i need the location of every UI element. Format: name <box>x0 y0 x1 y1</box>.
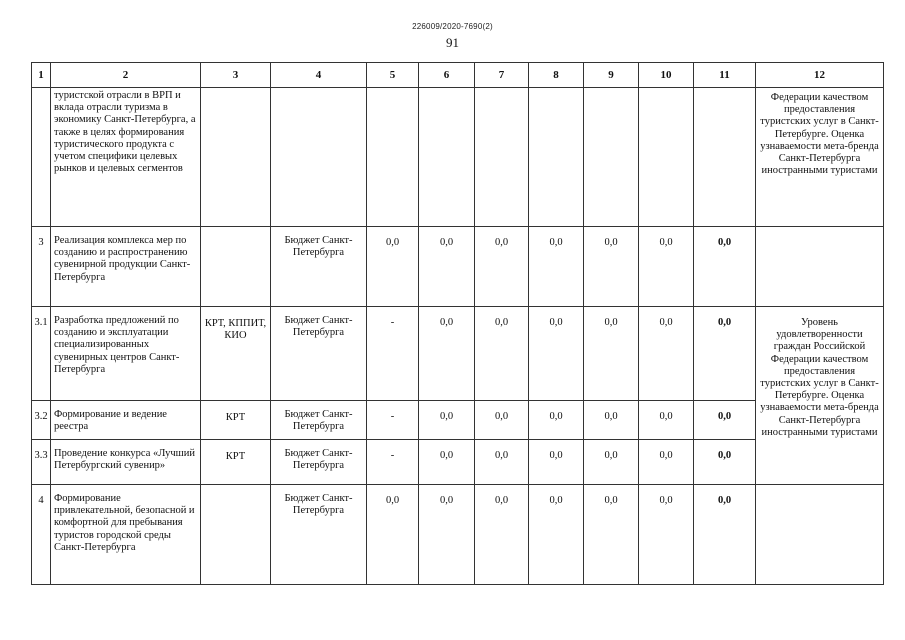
row-value: 0,0 <box>529 485 584 585</box>
table-row <box>32 88 884 227</box>
column-header: 9 <box>584 63 639 88</box>
row-source: Бюджет Санкт-Петербурга <box>271 440 367 485</box>
row-value <box>367 88 419 227</box>
column-header: 3 <box>201 63 271 88</box>
row-value: 0,0 <box>639 440 694 485</box>
row-responsible: КРТ <box>201 440 271 485</box>
document-id: 226009/2020-7690(2) <box>412 22 493 31</box>
row-name: туристской отрасли в ВРП и вклада отрасли туризма в экономику Санкт-Петербурга, а также в целях формирования туристического продукта с учетом специфики целевых рынков и целевых сегментов <box>51 88 201 227</box>
row-source <box>271 88 367 227</box>
row-value <box>584 88 639 227</box>
row-number: 4 <box>32 485 51 585</box>
row-value: 0,0 <box>584 401 639 440</box>
row-value: 0,0 <box>639 401 694 440</box>
row-value: 0,0 <box>419 485 475 585</box>
row-name: Разработка предложений по созданию и эксплуатации специализированных сувенирных центров Санкт-Петербурга <box>51 307 201 401</box>
column-header: 8 <box>529 63 584 88</box>
table-row <box>32 307 884 401</box>
row-number: 3 <box>32 227 51 307</box>
column-header: 2 <box>51 63 201 88</box>
row-number <box>32 88 51 227</box>
row-value: 0,0 <box>419 227 475 307</box>
row-name: Проведение конкурса «Лучший Петербургский сувенир» <box>51 440 201 485</box>
row-number: 3.3 <box>32 440 51 485</box>
row-value-total: 0,0 <box>694 227 756 307</box>
row-value <box>475 88 529 227</box>
column-header: 11 <box>694 63 756 88</box>
row-value: 0,0 <box>475 440 529 485</box>
column-header: 7 <box>475 63 529 88</box>
row-value: 0,0 <box>639 485 694 585</box>
row-responsible: КРТ, КППИТ, КИО <box>201 307 271 401</box>
row-value: 0,0 <box>529 307 584 401</box>
column-header: 10 <box>639 63 694 88</box>
column-header: 12 <box>756 63 884 88</box>
row-value: 0,0 <box>529 401 584 440</box>
header-row <box>32 63 884 88</box>
row-name: Формирование привлекательной, безопасной и комфортной для пребывания туристов городской среды Санкт-Петербурга <box>51 485 201 585</box>
column-header: 6 <box>419 63 475 88</box>
row-value: 0,0 <box>419 440 475 485</box>
row-value: - <box>367 440 419 485</box>
row-value: 0,0 <box>367 227 419 307</box>
table-row <box>32 485 884 585</box>
row-responsible <box>201 88 271 227</box>
column-header: 5 <box>367 63 419 88</box>
row-number: 3.1 <box>32 307 51 401</box>
program-table <box>31 62 884 585</box>
row-value: - <box>367 401 419 440</box>
row-source: Бюджет Санкт-Петербурга <box>271 485 367 585</box>
row-responsible <box>201 485 271 585</box>
row-value <box>694 88 756 227</box>
row-name: Формирование и ведение реестра <box>51 401 201 440</box>
row-value: 0,0 <box>639 227 694 307</box>
page-number: 91 <box>446 35 459 50</box>
row-value: 0,0 <box>529 227 584 307</box>
row-source: Бюджет Санкт-Петербурга <box>271 227 367 307</box>
row-value: 0,0 <box>419 307 475 401</box>
row-value: - <box>367 307 419 401</box>
row-value: 0,0 <box>475 485 529 585</box>
row-value-total: 0,0 <box>694 307 756 401</box>
row-source: Бюджет Санкт-Петербурга <box>271 401 367 440</box>
row-value: 0,0 <box>639 307 694 401</box>
row-value: 0,0 <box>475 227 529 307</box>
row-value <box>639 88 694 227</box>
row-indicator <box>756 227 884 307</box>
row-value-total: 0,0 <box>694 401 756 440</box>
row-indicator: Федерации качеством предоставления туристских услуг в Санкт-Петербурге. Оценка узнаваемости мета-бренда Санкт-Петербурга иностранными туристами <box>756 88 884 227</box>
row-name: Реализация комплекса мер по созданию и распространению сувенирной продукции Санкт-Петербурга <box>51 227 201 307</box>
row-value: 0,0 <box>584 307 639 401</box>
row-number: 3.2 <box>32 401 51 440</box>
row-value: 0,0 <box>584 440 639 485</box>
row-value <box>529 88 584 227</box>
row-responsible <box>201 227 271 307</box>
column-header: 4 <box>271 63 367 88</box>
row-value-total: 0,0 <box>694 485 756 585</box>
row-indicator: Уровень удовлетворенности граждан Российской Федерации качеством предоставления туристских услуг в Санкт-Петербурге. Оценка узнаваемости мета-бренда Санкт-Петербурга иностранными туристами <box>756 307 884 485</box>
row-source: Бюджет Санкт-Петербурга <box>271 307 367 401</box>
row-value: 0,0 <box>529 440 584 485</box>
row-value-total: 0,0 <box>694 440 756 485</box>
row-indicator <box>756 485 884 585</box>
column-header: 1 <box>32 63 51 88</box>
row-value: 0,0 <box>475 401 529 440</box>
row-value: 0,0 <box>419 401 475 440</box>
row-value: 0,0 <box>475 307 529 401</box>
row-value: 0,0 <box>584 485 639 585</box>
row-responsible: КРТ <box>201 401 271 440</box>
table-row <box>32 227 884 307</box>
row-value: 0,0 <box>367 485 419 585</box>
row-value <box>419 88 475 227</box>
row-value: 0,0 <box>584 227 639 307</box>
